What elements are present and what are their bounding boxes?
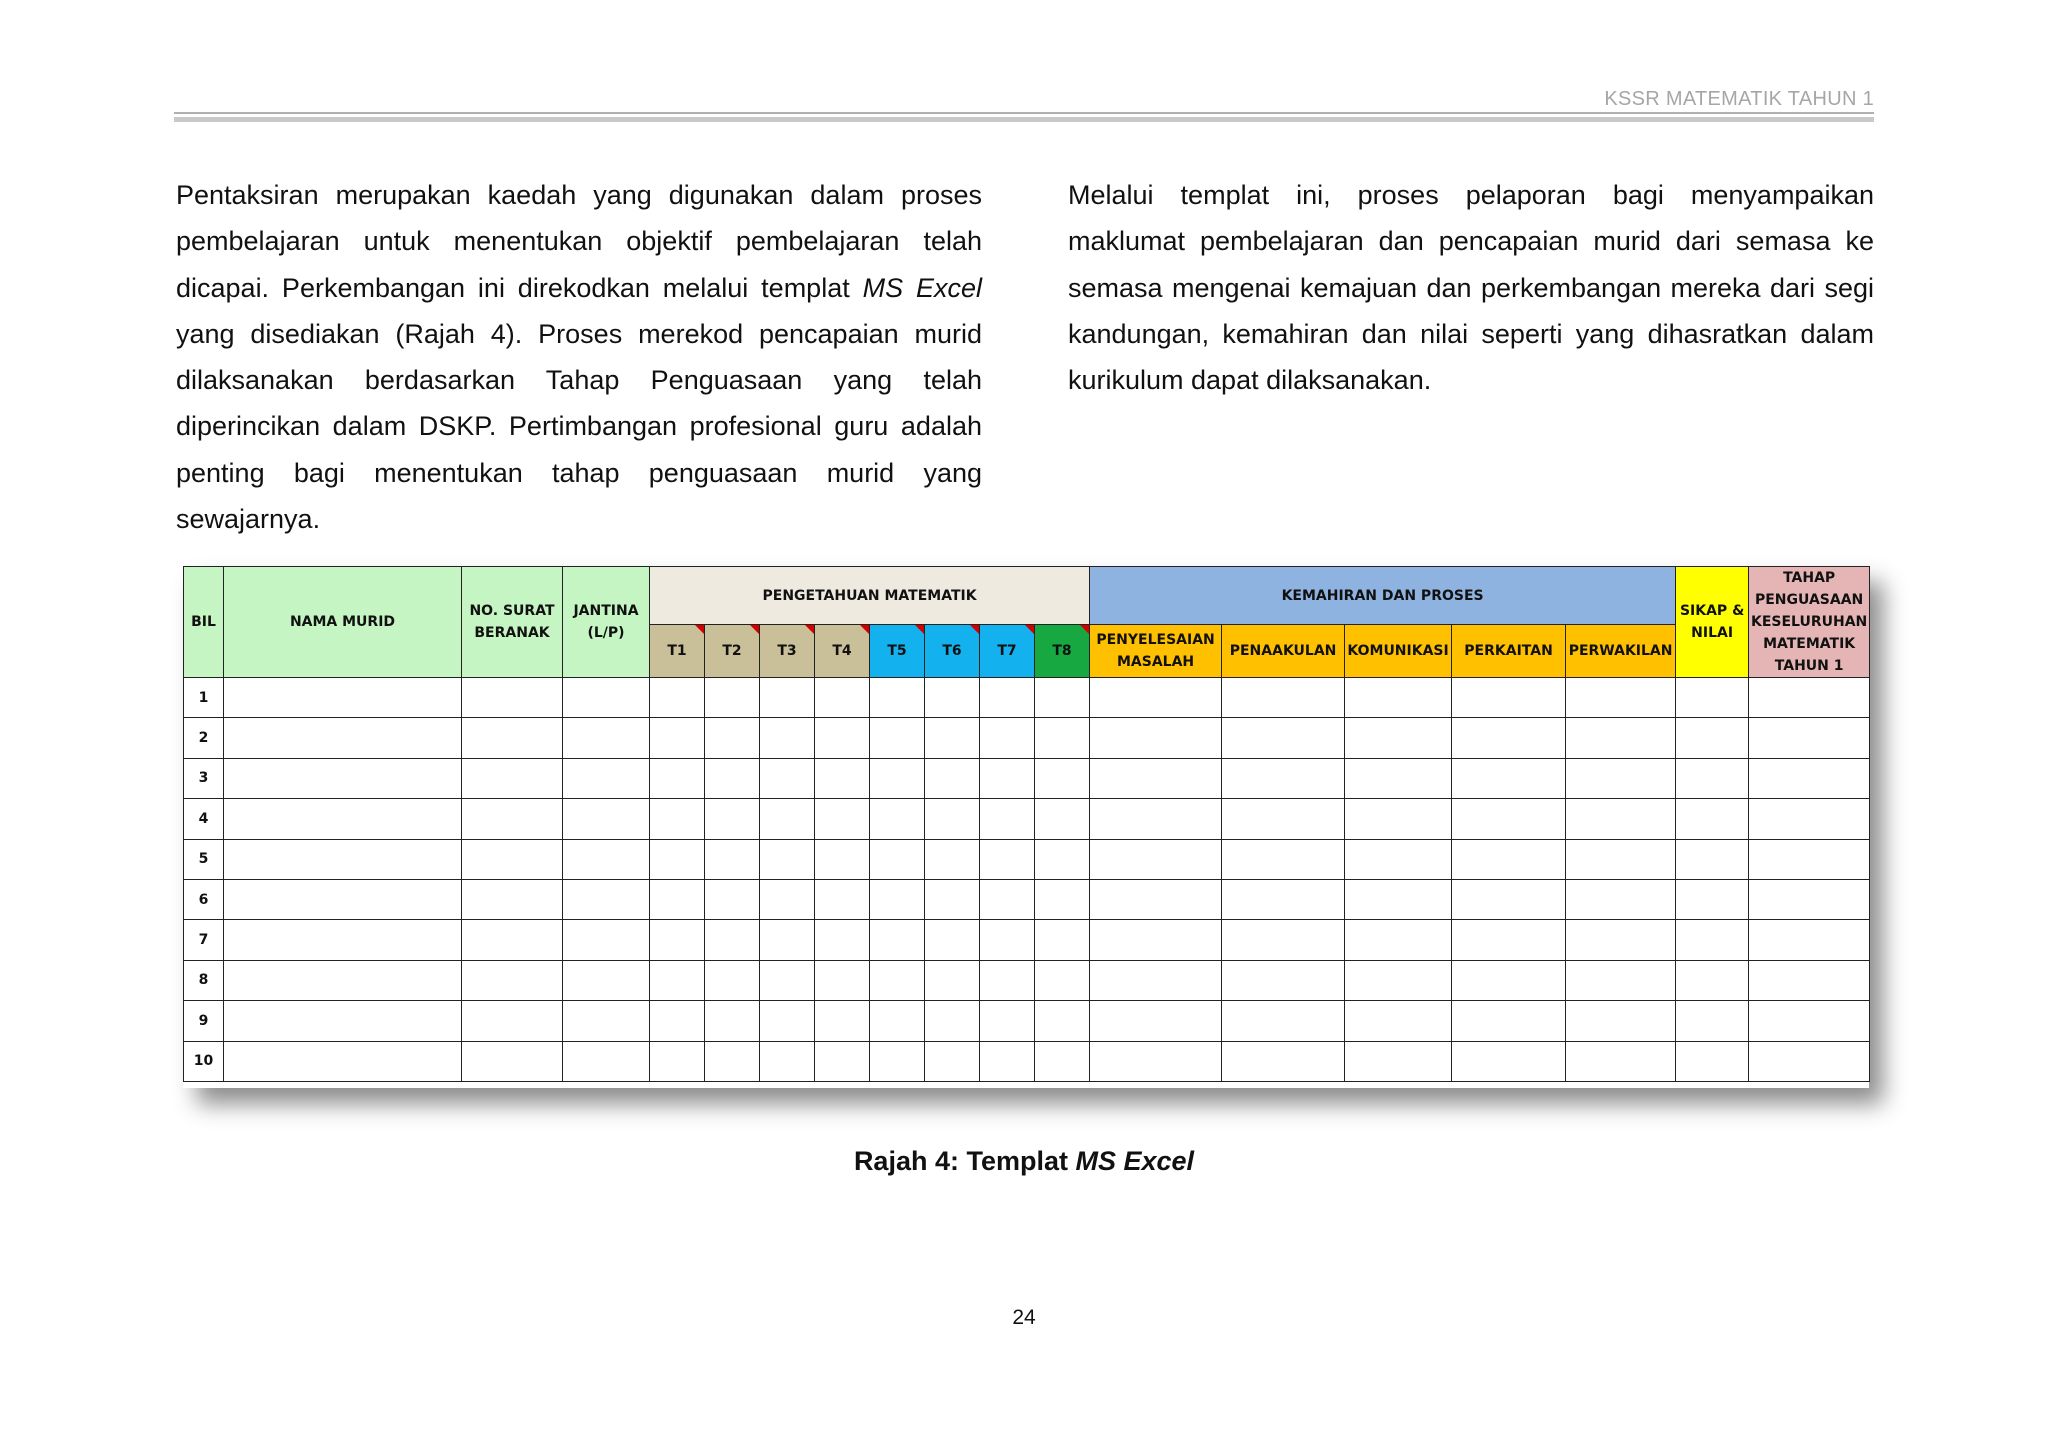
table-cell[interactable] bbox=[1452, 718, 1566, 758]
table-row bbox=[184, 758, 1870, 798]
left-paragraph-part-1: Pentaksiran merupakan kaedah yang digunakan dalam proses pembelajaran untuk menentukan objektif pembelajaran telah dicapai. Perkembangan ini direkodkan melalui templat bbox=[176, 180, 982, 303]
table-cell[interactable] bbox=[1222, 799, 1345, 839]
header-nama-murid: NAMA MURID bbox=[224, 567, 462, 678]
header-t1: T1 bbox=[650, 625, 705, 678]
table-cell[interactable] bbox=[1035, 920, 1090, 960]
table-cell[interactable] bbox=[1452, 799, 1566, 839]
table-cell[interactable] bbox=[705, 839, 760, 879]
table-cell[interactable] bbox=[650, 1041, 705, 1081]
table-cell[interactable] bbox=[815, 920, 870, 960]
table-cell[interactable] bbox=[1749, 678, 1870, 718]
table-cell[interactable] bbox=[1676, 1041, 1749, 1081]
table-body bbox=[184, 678, 1870, 1082]
table-cell[interactable] bbox=[760, 799, 815, 839]
row-number: 6 bbox=[184, 879, 224, 919]
table-cell[interactable] bbox=[1035, 1041, 1090, 1081]
table-cell[interactable] bbox=[1676, 718, 1749, 758]
table-cell[interactable] bbox=[1090, 1001, 1222, 1041]
table-cell[interactable] bbox=[1452, 920, 1566, 960]
table-cell[interactable] bbox=[563, 718, 650, 758]
header-komunikasi: KOMUNIKASI bbox=[1345, 625, 1452, 678]
table-cell[interactable] bbox=[1676, 960, 1749, 1000]
table-cell[interactable] bbox=[1566, 758, 1676, 798]
left-paragraph-part-2: yang disediakan (Rajah 4). Proses merekod pencapaian murid dilaksanakan berdasarkan Tahap Penguasaan yang telah diperincikan dalam DSKP. Pertimbangan profesional guru adalah penting bagi menentukan tahap penguasaan murid yang sewajarnya. bbox=[176, 318, 982, 535]
table-cell[interactable] bbox=[224, 799, 462, 839]
table-cell[interactable] bbox=[563, 920, 650, 960]
table-cell[interactable] bbox=[705, 920, 760, 960]
table-cell[interactable] bbox=[1749, 1001, 1870, 1041]
right-paragraph: Melalui templat ini, proses pelaporan bagi menyampaikan maklumat pembelajaran dan pencapaian murid dari semasa ke semasa mengenai kemajuan dan perkembangan mereka dari segi kandungan, kemahiran dan nilai seperti yang dihasratkan dalam kurikulum dapat dilaksanakan. bbox=[1068, 180, 1874, 396]
table-cell[interactable] bbox=[760, 1001, 815, 1041]
table-cell[interactable] bbox=[760, 960, 815, 1000]
table-cell[interactable] bbox=[815, 799, 870, 839]
figure-caption bbox=[0, 1146, 2048, 1177]
table-cell[interactable] bbox=[462, 678, 563, 718]
table-cell[interactable] bbox=[1090, 839, 1222, 879]
table-row bbox=[184, 678, 1870, 718]
table-cell[interactable] bbox=[224, 718, 462, 758]
table-cell[interactable] bbox=[563, 1001, 650, 1041]
header-t8: T8 bbox=[1035, 625, 1090, 678]
table-cell[interactable] bbox=[1345, 960, 1452, 1000]
table-cell[interactable] bbox=[1749, 1041, 1870, 1081]
table-cell[interactable] bbox=[760, 879, 815, 919]
table-cell[interactable] bbox=[1090, 678, 1222, 718]
table-cell[interactable] bbox=[650, 678, 705, 718]
table-cell[interactable] bbox=[870, 1041, 925, 1081]
table-cell[interactable] bbox=[1035, 799, 1090, 839]
table-cell[interactable] bbox=[224, 879, 462, 919]
table-cell[interactable] bbox=[980, 1041, 1035, 1081]
table-cell[interactable] bbox=[980, 920, 1035, 960]
table-cell[interactable] bbox=[1566, 1001, 1676, 1041]
table-cell[interactable] bbox=[760, 718, 815, 758]
table-cell[interactable] bbox=[650, 920, 705, 960]
table-cell[interactable] bbox=[563, 678, 650, 718]
table-cell[interactable] bbox=[1566, 920, 1676, 960]
table-cell[interactable] bbox=[1566, 879, 1676, 919]
table-cell[interactable] bbox=[925, 718, 980, 758]
table-cell[interactable] bbox=[870, 920, 925, 960]
table-cell[interactable] bbox=[870, 960, 925, 1000]
table-cell[interactable] bbox=[563, 879, 650, 919]
table-cell[interactable] bbox=[705, 960, 760, 1000]
page-number: 24 bbox=[1012, 1306, 1036, 1329]
table-cell[interactable] bbox=[462, 758, 563, 798]
left-paragraph-italic: MS Excel bbox=[862, 272, 982, 303]
row-number: 5 bbox=[184, 839, 224, 879]
table-cell[interactable] bbox=[224, 960, 462, 1000]
table-cell[interactable] bbox=[1566, 960, 1676, 1000]
table-cell[interactable] bbox=[1090, 758, 1222, 798]
table-cell[interactable] bbox=[815, 839, 870, 879]
table-row bbox=[184, 718, 1870, 758]
table-cell[interactable] bbox=[870, 1001, 925, 1041]
table-cell[interactable] bbox=[1035, 1001, 1090, 1041]
table-row bbox=[184, 799, 1870, 839]
table-cell[interactable] bbox=[1749, 920, 1870, 960]
header-tahap-penguasaan: TAHAP PENGUASAAN KESELURUHAN MATEMATIK TAHUN 1 bbox=[1749, 567, 1870, 678]
table-cell[interactable] bbox=[1676, 799, 1749, 839]
table-cell[interactable] bbox=[870, 718, 925, 758]
table-row bbox=[184, 1041, 1870, 1081]
table-cell[interactable] bbox=[870, 839, 925, 879]
table-cell[interactable] bbox=[1345, 839, 1452, 879]
table-cell[interactable] bbox=[1345, 718, 1452, 758]
table-cell[interactable] bbox=[1749, 799, 1870, 839]
table-cell[interactable] bbox=[980, 758, 1035, 798]
table-cell[interactable] bbox=[980, 678, 1035, 718]
table-cell[interactable] bbox=[1452, 839, 1566, 879]
table-cell[interactable] bbox=[815, 879, 870, 919]
table-cell[interactable] bbox=[1566, 799, 1676, 839]
header-group-kemahiran: KEMAHIRAN DAN PROSES bbox=[1090, 567, 1676, 625]
row-number: 10 bbox=[184, 1041, 224, 1081]
table-cell[interactable] bbox=[1222, 879, 1345, 919]
table-cell[interactable] bbox=[1345, 1001, 1452, 1041]
header-perkaitan: PERKAITAN bbox=[1452, 625, 1566, 678]
table-cell[interactable] bbox=[1566, 1041, 1676, 1081]
table-cell[interactable] bbox=[925, 960, 980, 1000]
table-cell[interactable] bbox=[224, 678, 462, 718]
table-cell[interactable] bbox=[925, 920, 980, 960]
table-cell[interactable] bbox=[1452, 879, 1566, 919]
table-cell[interactable] bbox=[1035, 960, 1090, 1000]
row-number: 1 bbox=[184, 678, 224, 718]
table-cell[interactable] bbox=[1676, 879, 1749, 919]
table-cell[interactable] bbox=[870, 879, 925, 919]
table-cell[interactable] bbox=[563, 758, 650, 798]
header-t5: T5 bbox=[870, 625, 925, 678]
table-cell[interactable] bbox=[705, 718, 760, 758]
table-row bbox=[184, 1001, 1870, 1041]
header-group-pengetahuan: PENGETAHUAN MATEMATIK bbox=[650, 567, 1090, 625]
table-cell[interactable] bbox=[1035, 879, 1090, 919]
table-cell[interactable] bbox=[1676, 758, 1749, 798]
table-cell[interactable] bbox=[1749, 960, 1870, 1000]
table-cell[interactable] bbox=[224, 1041, 462, 1081]
table-cell[interactable] bbox=[815, 678, 870, 718]
caption-italic: MS Excel bbox=[1075, 1146, 1195, 1176]
table-cell[interactable] bbox=[1090, 879, 1222, 919]
table-cell[interactable] bbox=[1452, 1041, 1566, 1081]
table-cell[interactable] bbox=[1452, 678, 1566, 718]
table-cell[interactable] bbox=[760, 678, 815, 718]
table-cell[interactable] bbox=[705, 799, 760, 839]
table-cell[interactable] bbox=[462, 1041, 563, 1081]
table-row bbox=[184, 839, 1870, 879]
table-cell[interactable] bbox=[462, 920, 563, 960]
table-cell[interactable] bbox=[563, 1041, 650, 1081]
table-cell[interactable] bbox=[462, 718, 563, 758]
table-cell[interactable] bbox=[1222, 758, 1345, 798]
caption-prefix: Rajah 4: Templat bbox=[853, 1146, 1076, 1176]
table-cell[interactable] bbox=[650, 839, 705, 879]
table-cell[interactable] bbox=[1676, 1001, 1749, 1041]
table-cell[interactable] bbox=[925, 1001, 980, 1041]
table-cell[interactable] bbox=[815, 1041, 870, 1081]
header-t6: T6 bbox=[925, 625, 980, 678]
table-cell[interactable] bbox=[1676, 839, 1749, 879]
table-cell[interactable] bbox=[563, 799, 650, 839]
table-cell[interactable] bbox=[1345, 758, 1452, 798]
table-cell[interactable] bbox=[1566, 839, 1676, 879]
table-row bbox=[184, 879, 1870, 919]
table-cell[interactable] bbox=[1345, 678, 1452, 718]
header-rule bbox=[174, 112, 1874, 114]
table-cell[interactable] bbox=[870, 799, 925, 839]
header-penaakulan: PENAAKULAN bbox=[1222, 625, 1345, 678]
table-cell[interactable] bbox=[224, 758, 462, 798]
table-cell[interactable] bbox=[870, 678, 925, 718]
table-cell[interactable] bbox=[650, 758, 705, 798]
table-cell[interactable] bbox=[1452, 758, 1566, 798]
excel-template-figure bbox=[183, 566, 1869, 1088]
table-cell[interactable] bbox=[705, 678, 760, 718]
table-cell[interactable] bbox=[1452, 1001, 1566, 1041]
table-cell[interactable] bbox=[650, 718, 705, 758]
table-cell[interactable] bbox=[1035, 678, 1090, 718]
table-cell[interactable] bbox=[1345, 920, 1452, 960]
table-cell[interactable] bbox=[1345, 799, 1452, 839]
table-cell[interactable] bbox=[224, 920, 462, 960]
header-t7: T7 bbox=[980, 625, 1035, 678]
table-cell[interactable] bbox=[1749, 718, 1870, 758]
table-cell[interactable] bbox=[563, 839, 650, 879]
table-cell[interactable] bbox=[1676, 920, 1749, 960]
table-cell[interactable] bbox=[1222, 839, 1345, 879]
table-cell[interactable] bbox=[1035, 758, 1090, 798]
table-cell[interactable] bbox=[815, 1001, 870, 1041]
table-cell[interactable] bbox=[1222, 678, 1345, 718]
table-cell[interactable] bbox=[925, 879, 980, 919]
table-cell[interactable] bbox=[760, 1041, 815, 1081]
header-sikap-nilai: SIKAP & NILAI bbox=[1676, 567, 1749, 678]
table-cell[interactable] bbox=[705, 1001, 760, 1041]
running-header: KSSR MATEMATIK TAHUN 1 bbox=[1604, 88, 1874, 110]
row-number: 8 bbox=[184, 960, 224, 1000]
table-cell[interactable] bbox=[760, 839, 815, 879]
header-t2: T2 bbox=[705, 625, 760, 678]
table-cell[interactable] bbox=[1090, 799, 1222, 839]
table-cell[interactable] bbox=[1222, 920, 1345, 960]
table-cell[interactable] bbox=[1090, 960, 1222, 1000]
row-number: 2 bbox=[184, 718, 224, 758]
left-paragraph bbox=[176, 172, 982, 542]
table-cell[interactable] bbox=[870, 758, 925, 798]
header-jantina: JANTINA (L/P) bbox=[563, 567, 650, 678]
table-cell[interactable] bbox=[462, 1001, 563, 1041]
table-cell[interactable] bbox=[1090, 920, 1222, 960]
table-cell[interactable] bbox=[1676, 678, 1749, 718]
table-cell[interactable] bbox=[1566, 718, 1676, 758]
table-cell[interactable] bbox=[980, 1001, 1035, 1041]
table-cell[interactable] bbox=[760, 758, 815, 798]
row-number: 3 bbox=[184, 758, 224, 798]
table-cell[interactable] bbox=[815, 758, 870, 798]
table-cell[interactable] bbox=[925, 1041, 980, 1081]
header-no-surat-beranak: NO. SURAT BERANAK bbox=[462, 567, 563, 678]
header-t4: T4 bbox=[815, 625, 870, 678]
table-cell[interactable] bbox=[1222, 1041, 1345, 1081]
row-number: 4 bbox=[184, 799, 224, 839]
table-cell[interactable] bbox=[1749, 879, 1870, 919]
table-cell[interactable] bbox=[1452, 960, 1566, 1000]
table-row bbox=[184, 960, 1870, 1000]
table-cell[interactable] bbox=[1345, 1041, 1452, 1081]
table-cell[interactable] bbox=[925, 678, 980, 718]
table-cell[interactable] bbox=[1090, 718, 1222, 758]
table-cell[interactable] bbox=[224, 1001, 462, 1041]
header-perwakilan: PERWAKILAN bbox=[1566, 625, 1676, 678]
table-cell[interactable] bbox=[760, 920, 815, 960]
table-cell[interactable] bbox=[705, 879, 760, 919]
row-number: 7 bbox=[184, 920, 224, 960]
table-row bbox=[184, 920, 1870, 960]
table-cell[interactable] bbox=[462, 879, 563, 919]
row-number: 9 bbox=[184, 1001, 224, 1041]
table-cell[interactable] bbox=[1566, 678, 1676, 718]
excel-template-table bbox=[183, 566, 1870, 1082]
header-bil: BIL bbox=[184, 567, 224, 678]
table-cell[interactable] bbox=[1090, 1041, 1222, 1081]
table-cell[interactable] bbox=[815, 718, 870, 758]
table-cell[interactable] bbox=[650, 960, 705, 1000]
table-cell[interactable] bbox=[1222, 1001, 1345, 1041]
table-cell[interactable] bbox=[815, 960, 870, 1000]
table-cell[interactable] bbox=[650, 879, 705, 919]
table-cell[interactable] bbox=[650, 799, 705, 839]
table-cell[interactable] bbox=[705, 758, 760, 798]
table-cell[interactable] bbox=[462, 960, 563, 1000]
table-cell[interactable] bbox=[925, 758, 980, 798]
table-cell[interactable] bbox=[1222, 718, 1345, 758]
table-cell[interactable] bbox=[1749, 839, 1870, 879]
table-cell[interactable] bbox=[980, 960, 1035, 1000]
table-cell[interactable] bbox=[980, 839, 1035, 879]
table-cell[interactable] bbox=[925, 799, 980, 839]
header-t3: T3 bbox=[760, 625, 815, 678]
header-penyelesaian-masalah: PENYELESAIAN MASALAH bbox=[1090, 625, 1222, 678]
table-cell[interactable] bbox=[980, 879, 1035, 919]
table-cell[interactable] bbox=[650, 1001, 705, 1041]
table-cell[interactable] bbox=[925, 839, 980, 879]
header-rule-thick bbox=[174, 117, 1874, 122]
table-cell[interactable] bbox=[1222, 960, 1345, 1000]
table-cell[interactable] bbox=[1345, 879, 1452, 919]
table-cell[interactable] bbox=[1035, 718, 1090, 758]
table-cell[interactable] bbox=[563, 960, 650, 1000]
table-cell[interactable] bbox=[980, 718, 1035, 758]
table-cell[interactable] bbox=[1035, 839, 1090, 879]
table-cell[interactable] bbox=[462, 799, 563, 839]
table-cell[interactable] bbox=[462, 839, 563, 879]
table-cell[interactable] bbox=[980, 799, 1035, 839]
table-cell[interactable] bbox=[705, 1041, 760, 1081]
table-cell[interactable] bbox=[224, 839, 462, 879]
table-cell[interactable] bbox=[1749, 758, 1870, 798]
